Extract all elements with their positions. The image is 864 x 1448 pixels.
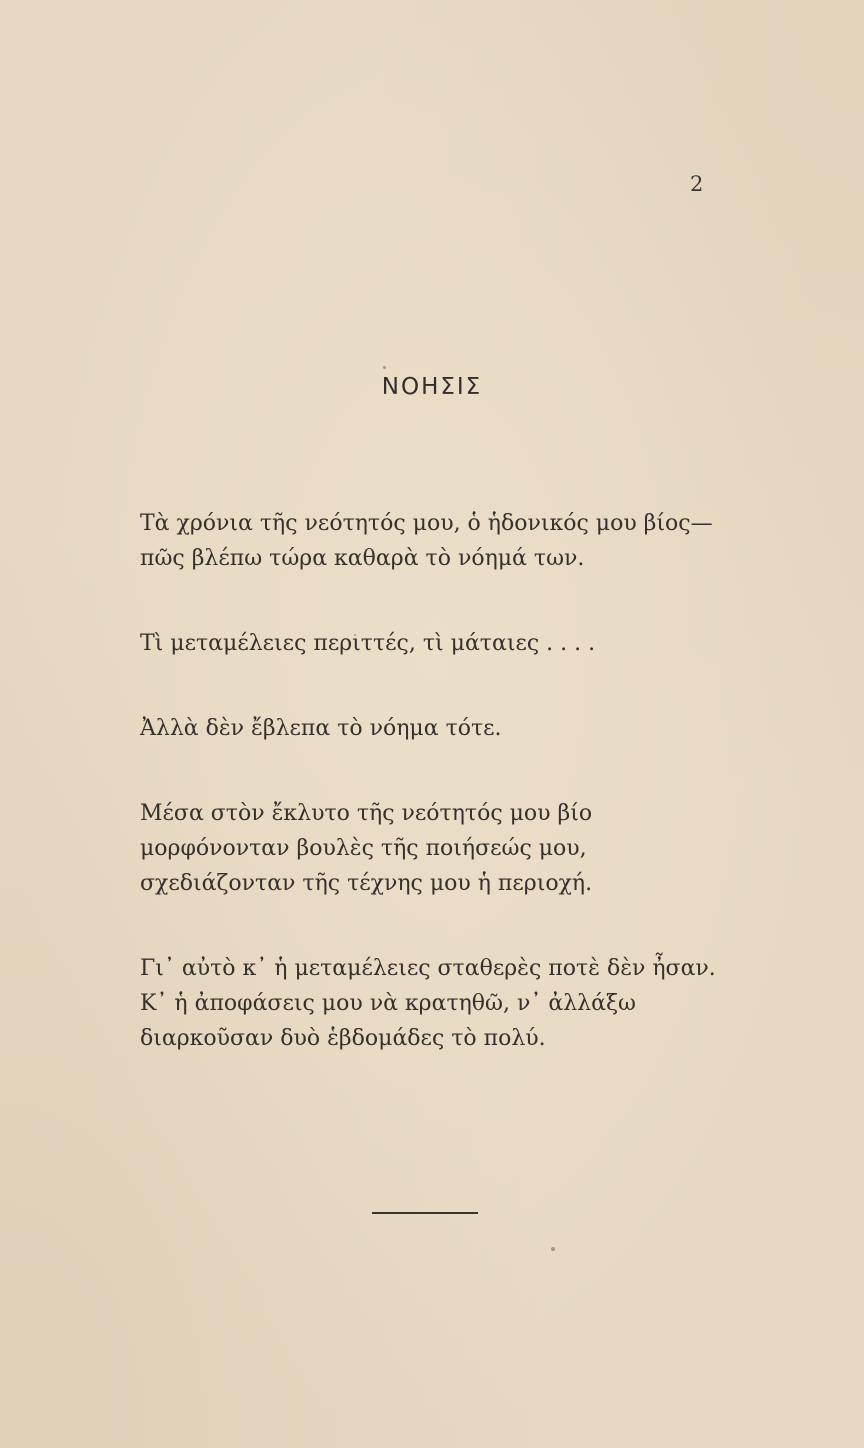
poem-line: Τὶ μεταμέλειες περιττές, τὶ μάταιες . . . . bbox=[140, 631, 596, 656]
poem-line: πῶς βλέπω τώρα καθαρὰ τὸ νόημά των. bbox=[140, 546, 585, 571]
paper-speck bbox=[354, 634, 356, 636]
poem-line: Τὰ χρόνια τῆς νεότητός μου, ὁ ἡδονικός μου βίος— bbox=[140, 511, 713, 536]
stanza-1 bbox=[140, 506, 780, 576]
poem-line: Ἀλλὰ δὲν ἔβλεπα τὸ νόημα τότε. bbox=[140, 716, 502, 741]
page-number: 2 bbox=[690, 172, 704, 196]
poem-line: σχεδιάζονταν τῆς τέχνης μου ἡ περιοχή. bbox=[140, 871, 593, 896]
end-rule-divider bbox=[372, 1212, 478, 1214]
paper-speck bbox=[551, 1247, 555, 1251]
stanza-5 bbox=[140, 951, 780, 1056]
poem-body bbox=[140, 506, 780, 1106]
stanza-3 bbox=[140, 711, 780, 746]
poem-line: διαρκοῦσαν δυὸ ἑβδομάδες τὸ πολύ. bbox=[140, 1026, 546, 1051]
stanza-2 bbox=[140, 626, 780, 661]
paper-speck bbox=[383, 366, 386, 369]
poem-line: Μέσα στὸν ἔκλυτο τῆς νεότητός μου βίο bbox=[140, 801, 593, 826]
poem-title: ΝΟΗΣΙΣ bbox=[381, 374, 483, 400]
stanza-4 bbox=[140, 796, 780, 901]
poem-line: Γι᾿ αὐτὸ κ᾿ ἡ μεταμέλειες σταθερὲς ποτὲ δὲν ἦσαν. bbox=[140, 956, 716, 981]
poem-line: Κ᾿ ἡ ἀποφάσεις μου νὰ κρατηθῶ, ν᾿ ἀλλάξω bbox=[140, 991, 636, 1016]
poem-line: μορφόνονταν βουλὲς τῆς ποιήσεώς μου, bbox=[140, 836, 587, 861]
